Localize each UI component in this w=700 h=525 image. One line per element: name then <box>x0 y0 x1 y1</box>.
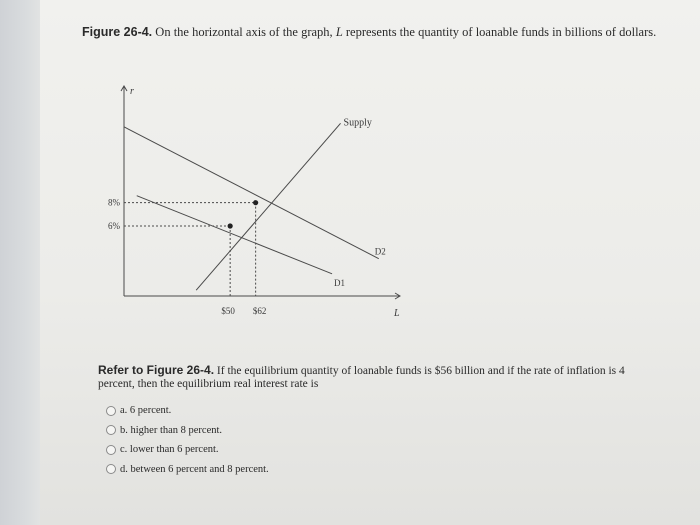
curve-d1 <box>137 196 332 274</box>
option-label: b. higher than 8 percent. <box>120 424 223 436</box>
d1-label: D1 <box>334 277 346 288</box>
question-text <box>98 364 658 391</box>
figure-label: Figure 26-4. <box>82 25 153 39</box>
d2-label: D2 <box>374 246 386 257</box>
option-c[interactable] <box>106 440 269 460</box>
y-axis-label: r <box>130 86 134 97</box>
radio-button[interactable] <box>106 445 116 455</box>
equilibrium-point <box>228 223 233 228</box>
answer-options <box>106 401 269 479</box>
option-d[interactable] <box>106 460 269 480</box>
option-label: d. between 6 percent and 8 percent. <box>120 463 269 475</box>
option-label: a. 6 percent. <box>120 405 172 417</box>
supply-label: Supply <box>343 117 372 129</box>
equilibrium-point <box>253 200 258 205</box>
x-tick-label: $62 <box>252 306 267 316</box>
option-label: c. lower than 6 percent. <box>120 444 219 456</box>
caption-variable: L <box>335 25 343 39</box>
caption-text-before: On the horizontal axis of the graph, <box>152 25 336 39</box>
question-label: Refer to Figure 26-4. <box>98 363 215 377</box>
curve-supply <box>196 123 340 290</box>
x-tick-label: $50 <box>221 306 235 316</box>
option-b[interactable] <box>106 421 269 441</box>
question-body: If the equilibrium quantity of loanable funds is $56 billion and if the rate of inflation is 4 percent, then the equilibrium real interest rate is <box>98 365 625 390</box>
y-tick-label: 6% <box>108 221 120 231</box>
radio-button[interactable] <box>106 464 116 474</box>
curve-d2 <box>124 127 379 259</box>
y-tick-label: 8% <box>108 197 120 208</box>
x-axis-label: L <box>394 308 400 319</box>
radio-button[interactable] <box>106 425 116 435</box>
caption-text-after: represents the quantity of loanable funds in billions of dollars. <box>342 25 657 39</box>
radio-button[interactable] <box>106 406 116 416</box>
option-a[interactable] <box>106 401 269 421</box>
